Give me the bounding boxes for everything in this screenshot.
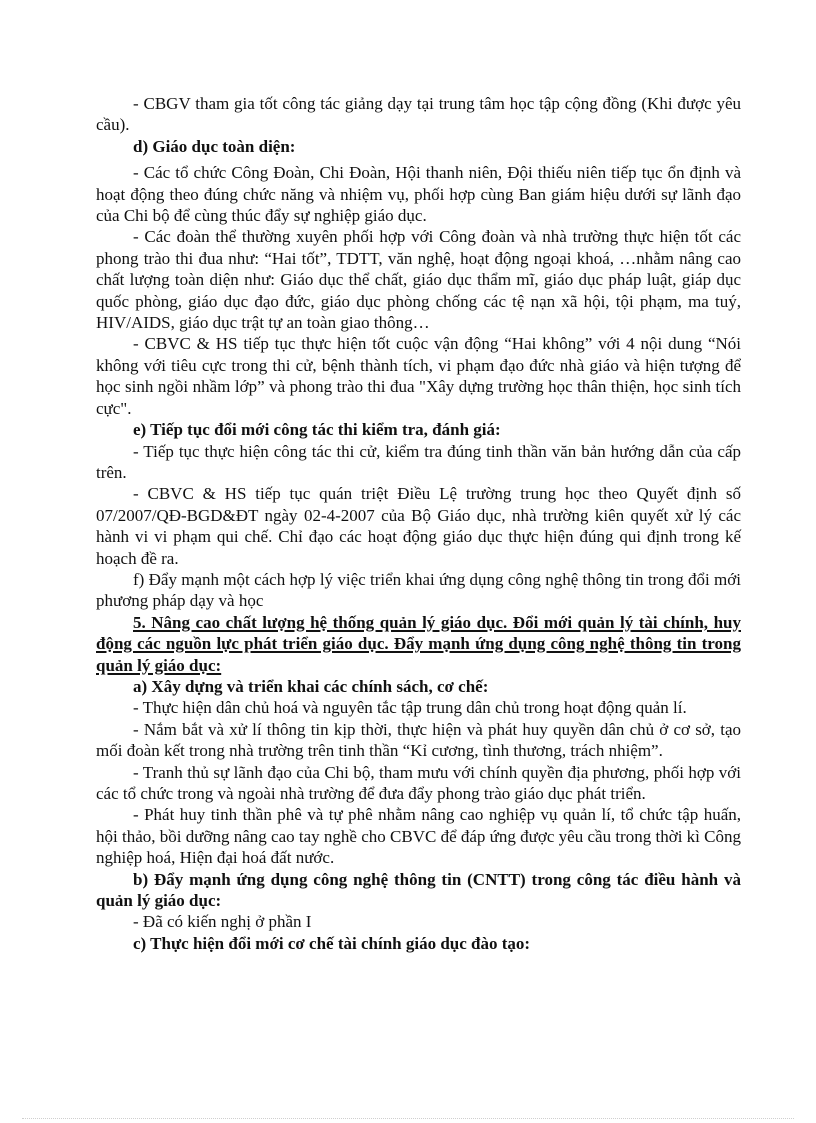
paragraph-training: - Phát huy tinh thần phê và tự phê nhằm nâng cao nghiệp vụ quản lí, tổ chức tập huấn, hội thảo, bồi dưỡng nâng cao tay nghề cho CBVC để đáp ứng được yêu cầu trong thời kì Công nghiệp hoá, Hiện đại hoá đất nước.	[96, 805, 741, 868]
page-bottom-divider	[22, 1118, 794, 1119]
heading-a-policies: a) Xây dựng và triển khai các chính sách, cơ chế:	[133, 676, 489, 696]
paragraph-leadership: - Tranh thủ sự lãnh đạo của Chi bộ, tham mưu với chính quyền địa phương, phối hợp với các tổ chức trong và ngoài nhà trường để đưa đẩy phong trào giáo dục phát triển.	[96, 762, 741, 803]
heading-c-finance: c) Thực hiện đổi mới cơ chế tài chính giáo dục đào tạo:	[133, 933, 531, 953]
document-page	[96, 93, 741, 954]
paragraph-organizations: - Các tổ chức Công Đoàn, Chi Đoàn, Hội thanh niên, Đội thiếu niên tiếp tục ổn định và hoạt động theo đúng chức năng và nhiệm vụ, phối hợp cùng Ban giám hiệu dưới sự lãnh đạo của Chi bộ để cùng thúc đẩy sự nghiệp giáo dục.	[96, 163, 741, 226]
paragraph-community-teaching: - CBGV tham gia tốt công tác giảng dạy tại trung tâm học tập cộng đồng (Khi được yêu cầu).	[96, 94, 741, 135]
paragraph-hai-khong: - CBVC & HS tiếp tục thực hiện tốt cuộc vận động “Hai không” với 4 nội dung “Nói không với tiêu cực trong thi cử, bệnh thành tích, vi phạm đạo đức nhà giáo và hiện tượng để học sinh ngồi nhầm lớp” và phong trào thi đua "Xây dựng trường học thân thiện, học sinh tích cực".	[96, 334, 741, 418]
paragraph-movements: - Các đoàn thể thường xuyên phối hợp với Công đoàn và nhà trường thực hiện tốt các phong trào thi đua như: “Hai tốt”, TDTT, văn nghệ, hoạt động ngoại khoá, …nhằm nâng cao chất lượng toàn diện như: Giáo dục thể chất, giáo dục thẩm mĩ, giáo dục pháp luật, giáp dục quốc phòng, giáo dục đạo đức, giáo dục phòng chống các tệ nạn xã hội, tội phạm, ma tuý, HIV/AIDS, giáo dục trật tự an toàn giao thông…	[96, 227, 741, 333]
section-5-heading: 5. Nâng cao chất lượng hệ thống quản lý giáo dục. Đổi mới quản lý tài chính, huy động các nguồn lực phát triển giáo dục. Đẩy mạnh ứng dụng công nghệ thông tin trong quản lý giáo dục:	[96, 612, 741, 675]
heading-e-exam-assessment: e) Tiếp tục đổi mới công tác thi kiểm tra, đánh giá:	[133, 420, 501, 440]
paragraph-exam-guidance: - Tiếp tục thực hiện công tác thi cử, kiểm tra đúng tinh thần văn bản hướng dẫn của cấp trên.	[96, 441, 741, 482]
heading-d-comprehensive-education: d) Giáo dục toàn diện:	[133, 136, 296, 156]
paragraph-recommendation: - Đã có kiến nghị ở phần I	[133, 912, 312, 932]
paragraph-regulations: - CBVC & HS tiếp tục quán triệt Điều Lệ trường trung học theo Quyết định số 07/2007/QĐ-BGD&ĐT ngày 02-4-2007 của Bộ Giáo dục, nhà trường kiên quyết xử lý các hành vi vi phạm qui chế. Chỉ đạo các hoạt động giáo dục thực hiện đúng qui định trong kế hoạch đề ra.	[96, 484, 741, 568]
paragraph-information: - Nắm bắt và xử lí thông tin kịp thời, thực hiện và phát huy quyền dân chủ ở cơ sở, tạo mối đoàn kết trong nhà trường trên tinh thần “Kỉ cương, tình thương, trách nhiệm”.	[96, 719, 741, 761]
paragraph-f-it-teaching: f) Đẩy mạnh một cách hợp lý việc triển khai ứng dụng công nghệ thông tin trong đổi mới phương pháp dạy và học	[96, 569, 741, 611]
paragraph-democracy: - Thực hiện dân chủ hoá và nguyên tắc tập trung dân chủ trong hoạt động quản lí.	[133, 698, 687, 718]
heading-b-it-management: b) Đẩy mạnh ứng dụng công nghệ thông tin (CNTT) trong công tác điều hành và quản lý giáo dục:	[96, 869, 741, 911]
